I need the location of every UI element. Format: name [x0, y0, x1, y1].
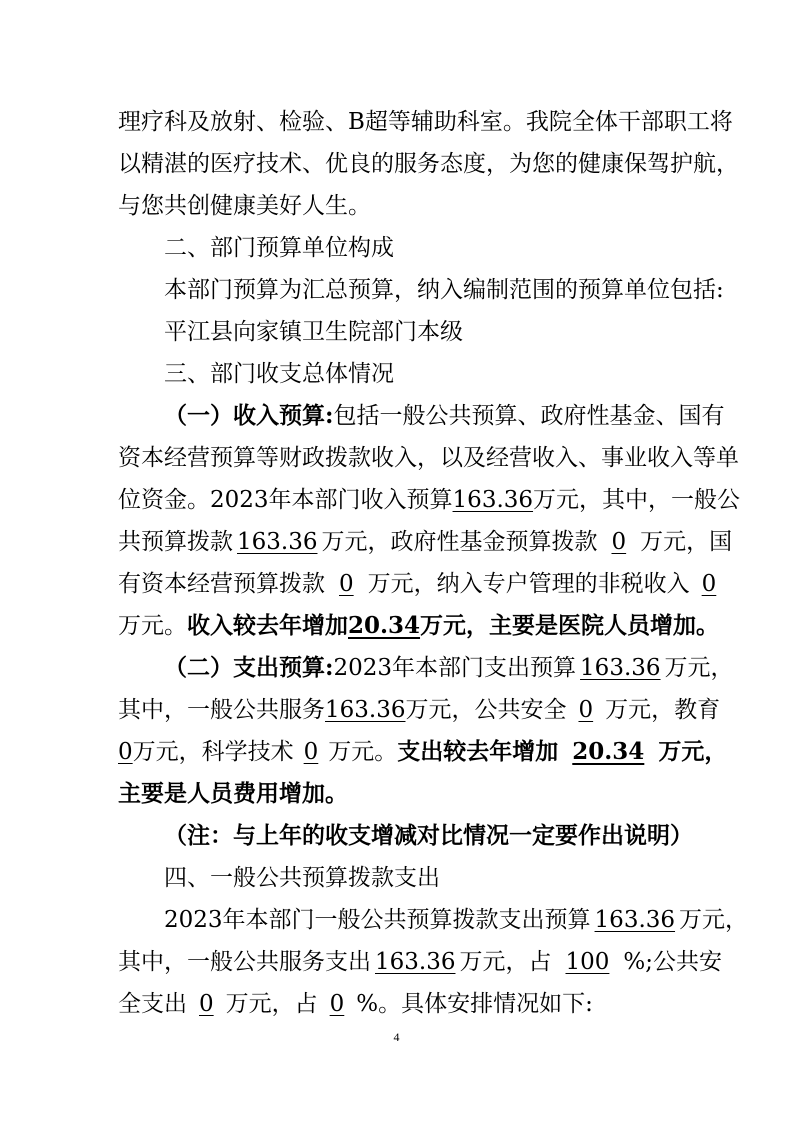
- filled-value: 0: [339, 571, 354, 597]
- text-span: 万元，: [658, 738, 728, 765]
- text-span: 万元。: [328, 739, 398, 765]
- filled-value: 163.36: [580, 655, 661, 681]
- section-heading-2: 二、部门预算单位构成: [164, 235, 394, 261]
- text-span: 万元，公共安全: [405, 697, 567, 723]
- paragraph-line: [164, 905, 793, 935]
- section-heading-4: 四、一般公共预算拨款支出: [164, 865, 440, 891]
- paragraph-line: 以精湛的医疗技术、优良的服务态度，为您的健康保驾护航，: [118, 151, 739, 177]
- text-span: 万元，国: [640, 529, 733, 555]
- filled-value: 0: [329, 991, 345, 1017]
- text-span: 位资金。2023年本部门收入预算: [118, 487, 453, 513]
- paragraph-line: [118, 611, 793, 641]
- paragraph-line: [118, 569, 793, 599]
- filled-value: 163.36: [375, 949, 456, 975]
- text-span: %。具体安排情况如下:: [356, 991, 593, 1017]
- paragraph-line: [164, 401, 793, 431]
- text-span: 其中，一般公共服务: [118, 697, 325, 723]
- note-line: （注：与上年的收支增减对比情况一定要作出说明）: [164, 822, 693, 849]
- text-span: 收入较去年增加: [187, 612, 348, 639]
- text-span: 万元，纳入专户管理的非税收入: [367, 571, 690, 597]
- text-span: 万元，占: [459, 949, 552, 975]
- section-heading-3: 三、部门收支总体情况: [164, 361, 394, 387]
- text-span: 万元，主要是医院人员增加。: [420, 612, 720, 639]
- text-span: 支出较去年增加: [397, 738, 559, 765]
- text-span: 全支出: [118, 991, 187, 1017]
- page-number: 4: [393, 1030, 400, 1044]
- text-span: 万元，: [679, 907, 749, 933]
- blank-underline: [720, 697, 724, 723]
- paragraph-line: 与您共创健康美好人生。: [118, 193, 371, 219]
- text-span: 万元，其中，一般公: [533, 487, 741, 513]
- text-span: 2023年本部门支出预算: [333, 655, 577, 681]
- text-span: 2023年本部门一般公共预算拨款支出预算: [164, 907, 591, 933]
- filled-value: 20.34: [572, 738, 645, 765]
- paragraph-line: 理疗科及放射、检验、B超等辅助科室。我院全体干部职工将: [118, 109, 733, 135]
- text-span: 包括一般公共预算、政府性基金、国有: [333, 403, 725, 429]
- expense-budget-heading: （二）支出预算:: [164, 654, 334, 681]
- paragraph-line: 平江县向家镇卫生院部门本级: [164, 319, 463, 345]
- paragraph-line: [118, 485, 793, 515]
- text-span: 其中，一般公共服务支出: [118, 949, 371, 975]
- filled-value: 0: [578, 697, 594, 723]
- paragraph-line: 主要是人员费用增加。: [118, 780, 348, 807]
- income-budget-heading: （一）收入预算:: [164, 402, 334, 429]
- text-span: 万元，: [664, 655, 734, 681]
- paragraph-line: [118, 527, 793, 557]
- text-span: 万元，政府性基金预算拨款: [321, 529, 598, 555]
- text-span: 共预算拨款: [118, 529, 233, 555]
- filled-value: 163.36: [452, 487, 534, 513]
- text-span: 万元，占: [225, 991, 318, 1017]
- paragraph-line: 资本经营预算等财政拨款收入，以及经营收入、事业收入等单: [118, 445, 739, 471]
- text-span: 万元，科学技术: [132, 739, 294, 765]
- filled-value: 0: [118, 739, 133, 765]
- text-span: 万元，教育: [605, 697, 721, 723]
- text-span: 万元。: [118, 613, 187, 639]
- filled-value: 100: [565, 949, 610, 975]
- filled-value: 163.36: [237, 529, 318, 555]
- paragraph-line: 本部门预算为汇总预算，纳入编制范围的预算单位包括:: [164, 277, 724, 303]
- text-span: %;公共安: [623, 949, 722, 975]
- paragraph-line: [118, 947, 793, 977]
- text-span: 有资本经营预算拨款: [118, 571, 325, 597]
- paragraph-line: [118, 695, 793, 725]
- paragraph-line: [118, 989, 793, 1019]
- filled-value: 0: [199, 991, 214, 1017]
- filled-value: 163.36: [325, 697, 406, 723]
- filled-value: 0: [303, 739, 319, 765]
- filled-value: 0: [611, 529, 627, 555]
- filled-value: 0: [701, 571, 717, 597]
- paragraph-line: [118, 737, 793, 767]
- filled-value: 163.36: [594, 907, 676, 933]
- paragraph-line: [164, 653, 793, 683]
- filled-value: 20.34: [348, 612, 421, 639]
